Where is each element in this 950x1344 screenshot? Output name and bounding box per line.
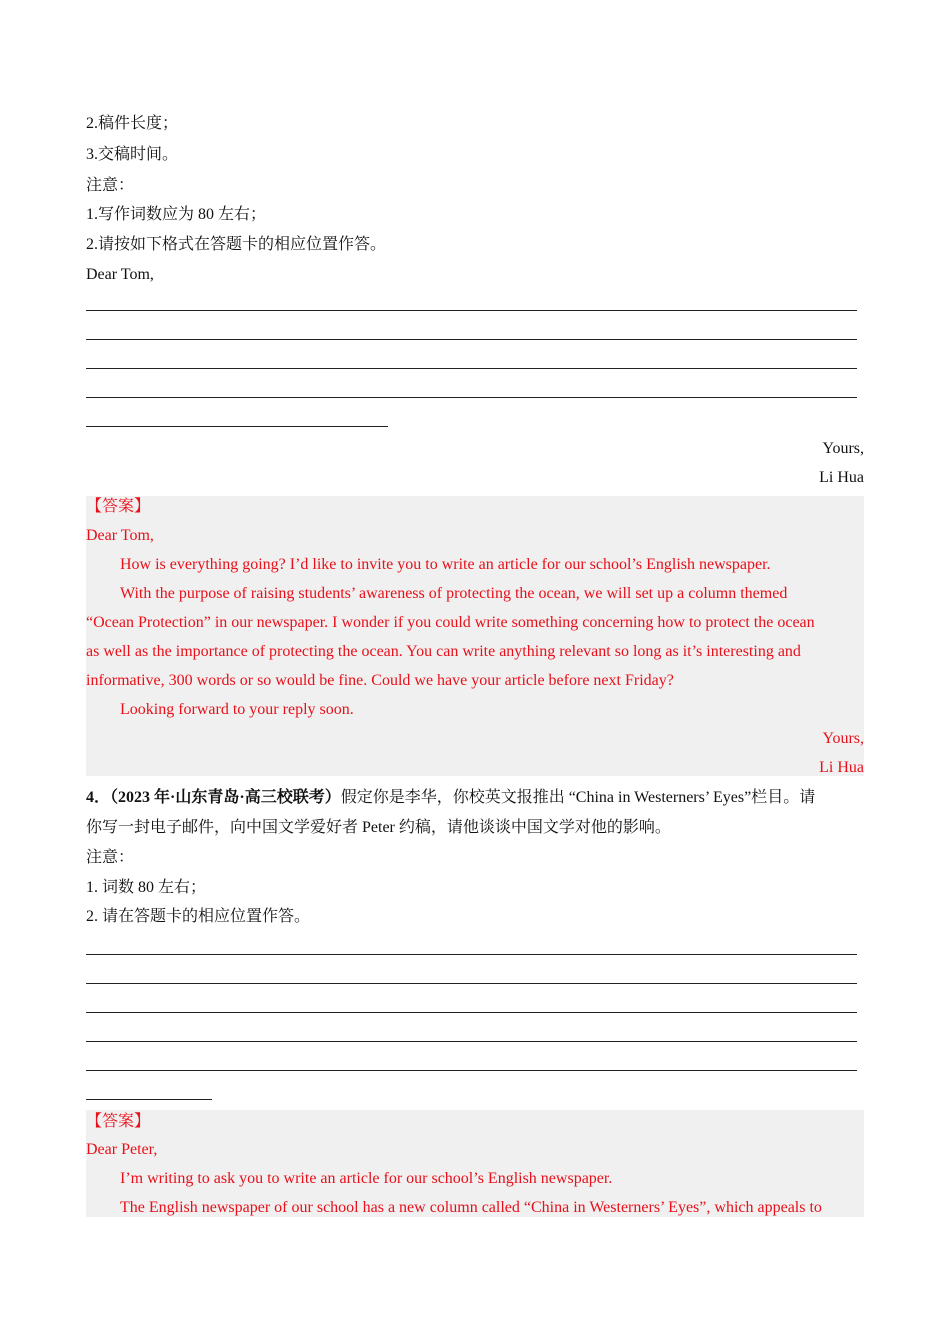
- answer-line: [86, 1070, 857, 1071]
- answer-line: [86, 397, 857, 398]
- answer3-line: as well as the importance of protecting the ocean. You can write anything relevant so long as it’s interesting and: [86, 643, 801, 660]
- answer4-line: The English newspaper of our school has a new column called “China in Westerners’ Eyes”, which appeals to: [120, 1199, 822, 1216]
- answer-line: [86, 954, 857, 955]
- answer3-line: “Ocean Protection” in our newspaper. I wonder if you could write something concerning how to protect the ocean: [86, 614, 815, 631]
- q4-prompt-text: 假定你是李华，你校英文报推出 “China in Westerners’ Eyes”栏目。请: [340, 789, 816, 806]
- q4-number: 4．: [86, 789, 111, 806]
- answer3-line: How is everything going? I’d like to invite you to write an article for our school’s English newspaper.: [120, 556, 771, 573]
- answer-line: [86, 339, 857, 340]
- answer-label: 【答案】: [86, 498, 151, 515]
- answer3-line: informative, 300 words or so would be fine. Could we have your article before next Friday?: [86, 672, 674, 689]
- answer-box-q3: [86, 496, 864, 776]
- q4-prompt-line-2: 你写一封电子邮件，向中国文学爱好者 Peter 约稿，请他谈谈中国文学对他的影响。: [86, 819, 671, 836]
- answer4-greeting: Dear Peter,: [86, 1141, 158, 1158]
- q4-note-label: 注意：: [86, 849, 135, 866]
- answer-line: [86, 983, 857, 984]
- q4-prompt-line-1: [86, 788, 815, 808]
- q4-note-1: 1. 词数 80 左右；: [86, 879, 207, 896]
- q3-signature: Li Hua: [819, 469, 864, 486]
- answer-line: [86, 426, 388, 427]
- q3-item-2: 2.稿件长度；: [86, 115, 179, 132]
- q4-source: （2023 年·山东青岛·高三校联考）: [110, 789, 341, 806]
- q3-note-2: 2.请按如下格式在答题卡的相应位置作答。: [86, 236, 387, 253]
- answer4-line: I’m writing to ask you to write an article for our school’s English newspaper.: [120, 1170, 613, 1187]
- q3-note-label: 注意：: [86, 177, 135, 194]
- answer3-closing: Yours,: [822, 730, 864, 747]
- answer-line: [86, 310, 857, 311]
- answer-line: [86, 1041, 857, 1042]
- answer3-signature: Li Hua: [819, 759, 864, 776]
- q3-greeting: Dear Tom,: [86, 266, 154, 283]
- answer3-line: Looking forward to your reply soon.: [120, 701, 354, 718]
- q4-note-2: 2. 请在答题卡的相应位置作答。: [86, 908, 311, 925]
- q3-closing: Yours,: [822, 440, 864, 457]
- answer3-greeting: Dear Tom,: [86, 527, 154, 544]
- answer3-line: With the purpose of raising students’ awareness of protecting the ocean, we will set up a column themed: [120, 585, 788, 602]
- answer-line: [86, 1099, 212, 1100]
- answer-line: [86, 368, 857, 369]
- answer-line: [86, 1012, 857, 1013]
- q3-note-1: 1.写作词数应为 80 左右；: [86, 206, 267, 223]
- answer-label: 【答案】: [86, 1113, 151, 1130]
- q3-item-3: 3.交稿时间。: [86, 146, 179, 163]
